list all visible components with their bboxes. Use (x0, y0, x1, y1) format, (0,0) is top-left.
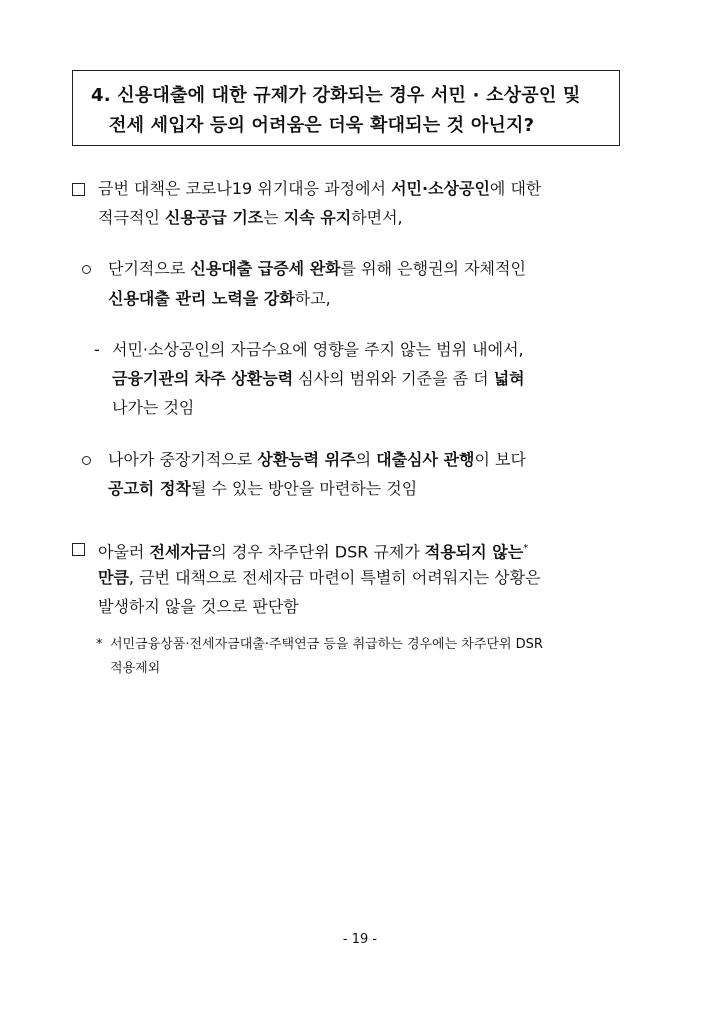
text-span: 를 위해 은행권의 자체적인 (340, 259, 526, 278)
text-span: 는 (263, 208, 284, 227)
checkbox-square-icon (72, 183, 85, 196)
text-span: 나아가 중장기적으로 (108, 450, 258, 469)
item1-line-2 (108, 289, 331, 309)
checkbox-square-icon (72, 543, 85, 556)
section1-line-1 (98, 179, 541, 199)
text-bold: 공고히 정착 (108, 479, 191, 498)
footnote-marker: * (96, 637, 103, 652)
title-box (72, 70, 620, 146)
text-span: , 금번 대책으로 전세자금 마련이 특별히 어려워지는 상황은 (128, 568, 541, 587)
text-span: 하고, (294, 289, 331, 308)
text-span: 적극적인 (98, 208, 165, 227)
footnote-line-1: 서민금융상품·전세자금대출·주택연금 등을 취급하는 경우에는 차주단위 DSR (110, 637, 543, 652)
text-span: 하면서, (351, 208, 403, 227)
text-bold: 넓혀 (493, 369, 525, 388)
text-bold: 신용대출 급증세 완화 (190, 259, 341, 278)
text-bold: 지속 유지 (283, 208, 352, 227)
text-span: 단기적으로 (108, 259, 191, 278)
section2-line-2 (98, 568, 541, 588)
item2-line-1 (108, 450, 526, 470)
text-bold: 전세자금 (149, 542, 212, 562)
dash-marker: - (94, 340, 100, 359)
text-span: 될 수 있는 방안을 마련하는 것임 (190, 479, 418, 498)
item2-line-2 (108, 479, 417, 499)
footnote-reference: * (523, 543, 529, 554)
circle-bullet-icon (82, 265, 91, 274)
page-number: - 19 - (342, 932, 378, 947)
text-bold: 대출심사 관행 (376, 450, 475, 469)
subitem1-line-2 (112, 369, 525, 389)
title-line-1: 4. 신용대출에 대한 규제가 강화되는 경우 서민 · 소상공인 및 (91, 85, 581, 106)
text-span: 금번 대책은 코로나19 위기대응 과정에서 (98, 179, 392, 198)
text-bold: 신용공급 기조 (164, 208, 264, 227)
text-bold: 신용대출 관리 노력을 강화 (108, 289, 295, 308)
text-bold: 상환능력 위주 (257, 450, 356, 469)
section2-line-1 (98, 539, 528, 562)
text-span: 에 대한 (489, 179, 542, 198)
subitem1-line-1: 서민·소상공인의 자금수요에 영향을 주지 않는 범위 내에서, (112, 340, 524, 359)
text-bold: 적용되지 않는 (424, 542, 524, 562)
text-span: 이 보다 (474, 450, 526, 469)
text-span: 의 경우 차주단위 DSR 규제가 (211, 542, 425, 562)
text-bold: 서민·소상공인 (391, 179, 490, 198)
text-bold: 금융기관의 차주 상환능력 (112, 369, 294, 388)
text-span: 아울러 (98, 542, 150, 562)
section1-line-2 (98, 208, 403, 228)
circle-bullet-icon (82, 456, 91, 465)
text-span: 심사의 범위와 기준을 좀 더 (293, 369, 494, 388)
footnote-line-2: 적용제외 (110, 661, 161, 676)
item1-line-1 (108, 259, 526, 279)
section2-line-3: 발생하지 않을 것으로 판단함 (98, 597, 299, 616)
subitem1-line-3: 나가는 것임 (112, 398, 195, 417)
title-line-2: 전세 세입자 등의 어려움은 더욱 확대되는 것 아닌지? (109, 115, 535, 136)
text-span: 의 (355, 450, 377, 469)
text-bold: 만큼 (98, 568, 129, 587)
